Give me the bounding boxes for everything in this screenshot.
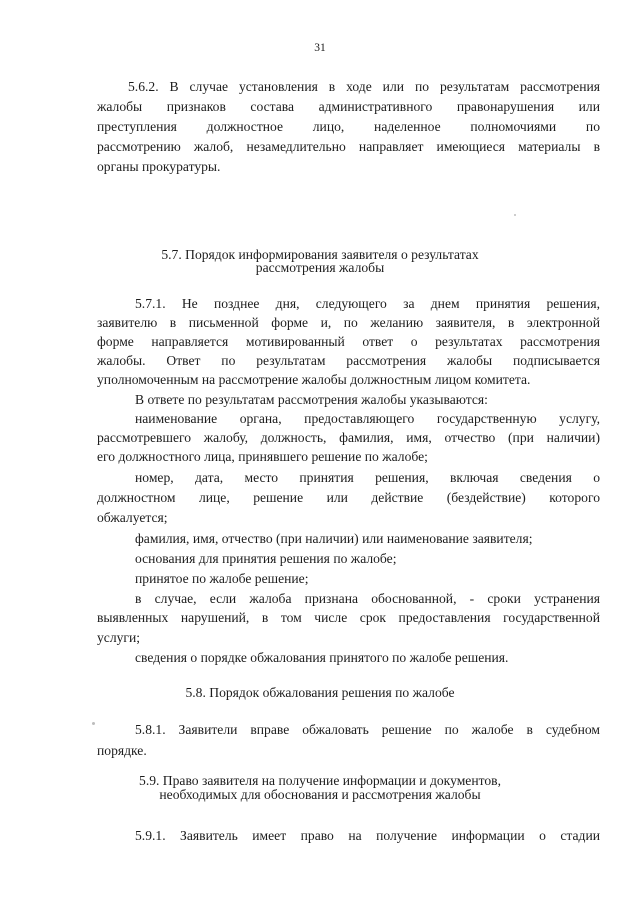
- page-number: 31: [314, 42, 326, 54]
- text-line: рассмотрению жалоб, незамедлительно направляет имеющиеся материалы в: [97, 139, 600, 154]
- heading-line: необходимых для обоснования и рассмотрения жалобы: [159, 787, 481, 802]
- text-line: заявителю в письменной форме и, по желанию заявителя, в электронной: [97, 315, 600, 330]
- text-line: 5.8.1. Заявители вправе обжаловать решение по жалобе в судебном: [135, 722, 600, 737]
- text-line: органы прокуратуры.: [97, 159, 221, 174]
- text-line: порядке.: [97, 743, 147, 758]
- heading-line: 5.9. Право заявителя на получение информации и документов,: [139, 773, 501, 788]
- heading-line: рассмотрения жалобы: [255, 260, 385, 275]
- text-line: в случае, если жалоба признана обоснованной, - сроки устранения: [135, 591, 600, 606]
- text-line: жалобы. Ответ по результатам рассмотрения жалобы подписывается: [97, 353, 600, 368]
- list-intro: В ответе по результатам рассмотрения жалобы указываются:: [135, 392, 488, 407]
- text-line: преступления должностное лицо, наделенное полномочиями по: [97, 119, 600, 134]
- text-line: номер, дата, место принятия решения, включая сведения о: [135, 470, 600, 485]
- text-line: должностном лице, решение или действие (бездействие) которого: [97, 490, 600, 505]
- text-line: 5.6.2. В случае установления в ходе или по результатам рассмотрения: [128, 79, 600, 94]
- paragraph-5-9-1: 5.9.1. Заявитель имеет право на получение информации о стадии: [135, 828, 600, 843]
- text-line: 5.7.1. Не позднее дня, следующего за днем принятия решения,: [135, 296, 600, 311]
- text-line: его должностного лица, принявшего решение по жалобе;: [97, 449, 428, 464]
- list-item: сведения о порядке обжалования принятого по жалобе решения.: [135, 650, 509, 665]
- scan-speck: [92, 722, 95, 725]
- list-item: принятое по жалобе решение;: [135, 571, 309, 586]
- heading-line: 5.7. Порядок информирования заявителя о результатах: [161, 247, 479, 262]
- heading-5-8: 5.8. Порядок обжалования решения по жалобе: [185, 685, 455, 700]
- text-line: выявленных нарушений, в том числе срок предоставления государственной: [97, 610, 600, 625]
- text-line: обжалуется;: [97, 510, 168, 525]
- text-line: рассмотревшего жалобу, должность, фамилия, имя, отчество (при наличии): [97, 430, 600, 445]
- text-line: форме направляется мотивированный ответ о результатах рассмотрения: [97, 334, 600, 349]
- text-line: наименование органа, предоставляющего государственную услугу,: [135, 411, 600, 426]
- text-line: услуги;: [97, 630, 141, 645]
- scan-speck: [514, 214, 516, 216]
- list-item: основания для принятия решения по жалобе;: [135, 551, 397, 566]
- text-line: уполномоченным на рассмотрение жалобы должностным лицом комитета.: [97, 372, 531, 387]
- text-line: жалобы признаков состава административного правонарушения или: [97, 99, 600, 114]
- list-item: фамилия, имя, отчество (при наличии) или наименование заявителя;: [135, 531, 533, 546]
